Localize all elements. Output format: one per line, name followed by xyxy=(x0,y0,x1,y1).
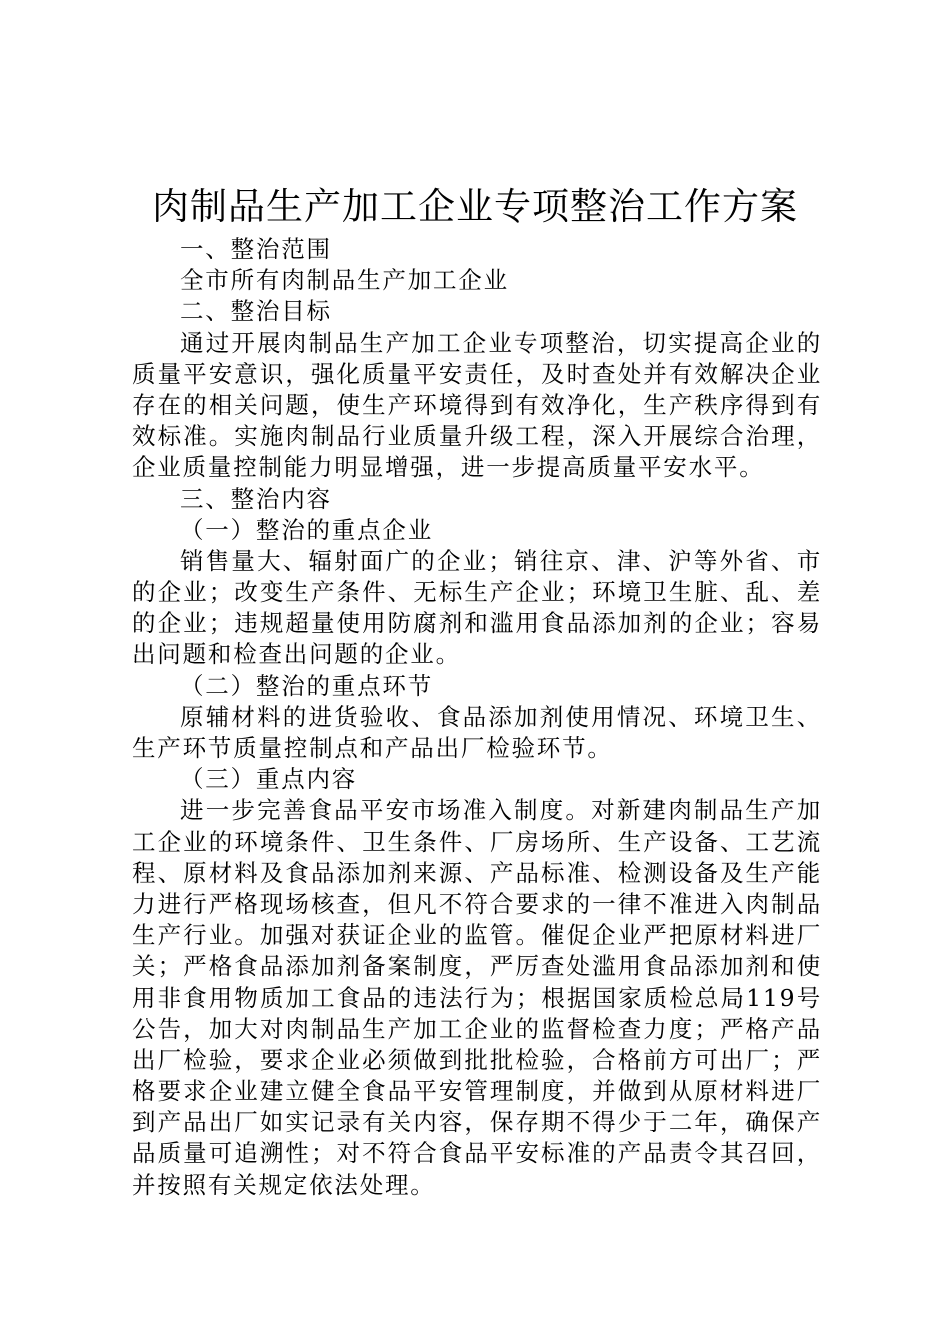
text-line: 程、原材料及食品添加剂来源、产品标准、检测设备及生产能 xyxy=(132,858,822,887)
document-body xyxy=(132,234,822,1201)
text-line: （三）重点内容 xyxy=(180,765,358,794)
text-line: 三、整治内容 xyxy=(180,484,332,513)
text-line: （二）整治的重点环节 xyxy=(180,671,433,700)
text-line: 出厂检验，要求企业必须做到批批检验，合格前方可出厂；严 xyxy=(132,1045,822,1074)
text-line: 出问题和检查出问题的企业。 xyxy=(132,640,461,669)
text-line: 用非食用物质加工食品的违法行为；根据国家质检总局119号 xyxy=(132,983,822,1012)
text-line: 全市所有肉制品生产加工企业 xyxy=(180,266,509,295)
text-line: 原辅材料的进货验收、食品添加剂使用情况、环境卫生、 xyxy=(180,702,822,731)
text-line: 的企业；违规超量使用防腐剂和滥用食品添加剂的企业；容易 xyxy=(132,609,822,638)
text-line: 品质量可追溯性；对不符合食品平安标准的产品责令其召回， xyxy=(132,1139,822,1168)
text-line: 生产环节质量控制点和产品出厂检验环节。 xyxy=(132,734,613,762)
text-line: 并按照有关规定依法处理。 xyxy=(132,1170,436,1199)
text-line: 力进行严格现场核查，但凡不符合要求的一律不准进入肉制品 xyxy=(132,889,822,918)
text-line: （一）整治的重点企业 xyxy=(180,515,433,544)
text-line: 格要求企业建立健全食品平安管理制度，并做到从原材料进厂 xyxy=(132,1077,822,1106)
text-line: 效标准。实施肉制品行业质量升级工程，深入开展综合治理， xyxy=(132,422,822,451)
text-line: 进一步完善食品平安市场准入制度。对新建肉制品生产加 xyxy=(180,796,822,825)
text-line: 一、整治范围 xyxy=(180,235,332,263)
text-line: 企业质量控制能力明显增强，进一步提高质量平安水平。 xyxy=(132,453,765,482)
text-line: 工企业的环境条件、卫生条件、厂房场所、生产设备、工艺流 xyxy=(132,827,822,856)
text-line: 销售量大、辐射面广的企业；销往京、津、沪等外省、市 xyxy=(180,546,822,575)
text-line: 质量平安意识，强化质量平安责任，及时查处并有效解决企业 xyxy=(132,359,822,388)
text-line: 到产品出厂如实记录有关内容，保存期不得少于二年，确保产 xyxy=(132,1108,822,1137)
text-line: 二、整治目标 xyxy=(180,297,332,326)
text-line: 的企业；改变生产条件、无标生产企业；环境卫生脏、乱、差 xyxy=(132,578,822,607)
text-line: 生产行业。加强对获证企业的监管。催促企业严把原材料进厂 xyxy=(132,921,822,950)
document-title: 肉制品生产加工企业专项整治工作方案 xyxy=(152,185,798,228)
text-line: 存在的相关问题，使生产环境得到有效净化，生产秩序得到有 xyxy=(132,390,822,419)
text-line: 公告，加大对肉制品生产加工企业的监督检查力度；严格产品 xyxy=(132,1014,822,1043)
text-line: 通过开展肉制品生产加工企业专项整治，切实提高企业的 xyxy=(180,328,822,357)
text-line: 关；严格食品添加剂备案制度，严厉查处滥用食品添加剂和使 xyxy=(132,952,822,981)
